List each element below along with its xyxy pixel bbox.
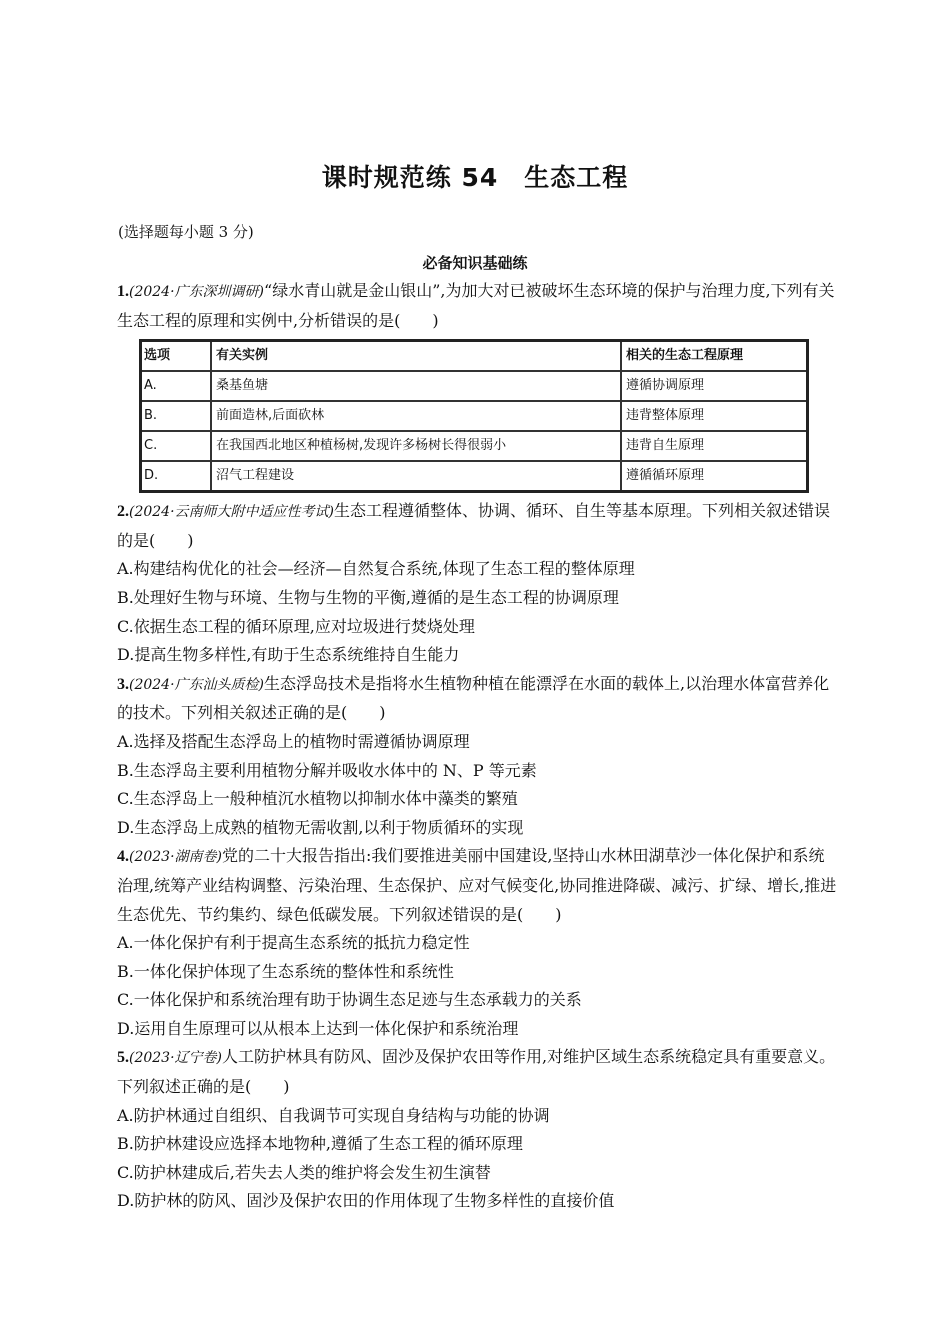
answer-option: C.一体化保护和系统治理有助于协调生态足迹与生态承载力的关系 — [117, 990, 582, 1010]
answer-option: A.构建结构优化的社会—经济—自然复合系统,体现了生态工程的整体原理 — [117, 559, 635, 579]
question-5 — [117, 1043, 839, 1216]
answer-option: B.生态浮岛主要利用植物分解并吸收水体中的 N、P 等元素 — [117, 760, 537, 780]
answer-option: D.防护林的防风、固沙及保护农田的作用体现了生物多样性的直接价值 — [117, 1191, 615, 1211]
answer-option: A.一体化保护有利于提高生态系统的抵抗力稳定性 — [117, 933, 470, 953]
table-header: 有关实例 — [211, 341, 621, 372]
table-header: 选项 — [141, 341, 212, 372]
table-header: 相关的生态工程原理 — [621, 341, 808, 372]
answer-option: D.生态浮岛上成熟的植物无需收割,以利于物质循环的实现 — [117, 817, 524, 837]
question-stem: 生态浮岛技术是指将水生植物种植在能漂浮在水面的载体上,以治理水体富营养化的技术。下列相关叙述正确的是( ) — [117, 673, 830, 723]
question-2 — [117, 497, 839, 670]
score-note: (选择题每小题 3 分) — [118, 223, 254, 241]
table-cell: D. — [141, 461, 212, 492]
table-row — [141, 401, 808, 431]
question-stem: 生态工程遵循整体、协调、循环、自生等基本原理。下列相关叙述错误的是( ) — [117, 501, 831, 550]
answer-option: B.处理好生物与环境、生物与生物的平衡,遵循的是生态工程的协调原理 — [117, 587, 619, 607]
question-source: (2024·广东深圳调研) — [129, 284, 265, 300]
question-source: (2023·辽宁卷) — [129, 1050, 223, 1067]
question-stem: “绿水青山就是金山银山”,为加大对已被破坏生态环境的保护与治理力度,下列有关生态工程的原理和实例中,分析错误的是( ) — [117, 281, 835, 330]
table-cell: 遵循协调原理 — [621, 371, 808, 401]
section-heading: 必备知识基础练 — [422, 254, 528, 272]
question-stem: 党的二十大报告指出:我们要推进美丽中国建设,坚持山水林田湖草沙一体化保护和系统治理,统筹产业结构调整、污染治理、生态保护、应对气候变化,协同推进降碳、减污、扩绿、增长,推进生态优先、节约集约、绿色低碳发展。下列叙述错误的是( ) — [117, 846, 837, 924]
question-number: 3. — [117, 675, 129, 693]
principle-table — [139, 339, 809, 493]
table-cell: 违背自生原理 — [621, 431, 808, 461]
table-row — [141, 371, 808, 401]
table-cell: 遵循循环原理 — [621, 461, 808, 492]
question-number: 4. — [117, 848, 129, 866]
question-stem: 人工防护林具有防风、固沙及保护农田等作用,对维护区域生态系统稳定具有重要意义。下列叙述正确的是( ) — [117, 1047, 836, 1097]
question-number: 2. — [117, 503, 129, 521]
question-number: 5. — [117, 1049, 129, 1067]
question-list — [117, 277, 839, 1216]
table-header-row — [141, 341, 808, 372]
answer-option: B.防护林建设应选择本地物种,遵循了生态工程的循环原理 — [117, 1134, 523, 1154]
question-source: (2023·湖南卷) — [129, 849, 223, 866]
question-4 — [117, 842, 839, 1043]
question-source: (2024·云南师大附中适应性考试) — [129, 504, 335, 521]
question-3 — [117, 670, 839, 843]
answer-option: A.选择及搭配生态浮岛上的植物时需遵循协调原理 — [117, 731, 470, 751]
answer-option: C.依据生态工程的循环原理,应对垃圾进行焚烧处理 — [117, 616, 475, 636]
table-row — [141, 431, 808, 461]
question-1 — [117, 277, 839, 493]
answer-option: B.一体化保护体现了生态系统的整体性和系统性 — [117, 961, 454, 981]
table-cell: 在我国西北地区种植杨树,发现许多杨树长得很弱小 — [211, 431, 621, 461]
table-cell: B. — [141, 401, 212, 431]
table-cell: 违背整体原理 — [621, 401, 808, 431]
answer-option: D.提高生物多样性,有助于生态系统维持自生能力 — [117, 645, 460, 665]
answer-option: C.生态浮岛上一般种植沉水植物以抑制水体中藻类的繁殖 — [117, 789, 518, 809]
answer-option: D.运用自生原理可以从根本上达到一体化保护和系统治理 — [117, 1018, 519, 1038]
table-cell: A. — [141, 371, 212, 401]
question-number: 1. — [117, 283, 129, 300]
table-cell: 前面造林,后面砍林 — [211, 401, 621, 431]
page-title: 课时规范练 54 生态工程 — [321, 163, 629, 192]
question-source: (2024·广东汕头质检) — [129, 676, 265, 693]
table-cell: C. — [141, 431, 212, 461]
answer-option: C.防护林建成后,若失去人类的维护将会发生初生演替 — [117, 1162, 491, 1182]
answer-option: A.防护林通过自组织、自我调节可实现自身结构与功能的协调 — [117, 1105, 550, 1125]
table-row — [141, 461, 808, 492]
table-cell: 桑基鱼塘 — [211, 371, 621, 401]
table-cell: 沼气工程建设 — [211, 461, 621, 492]
